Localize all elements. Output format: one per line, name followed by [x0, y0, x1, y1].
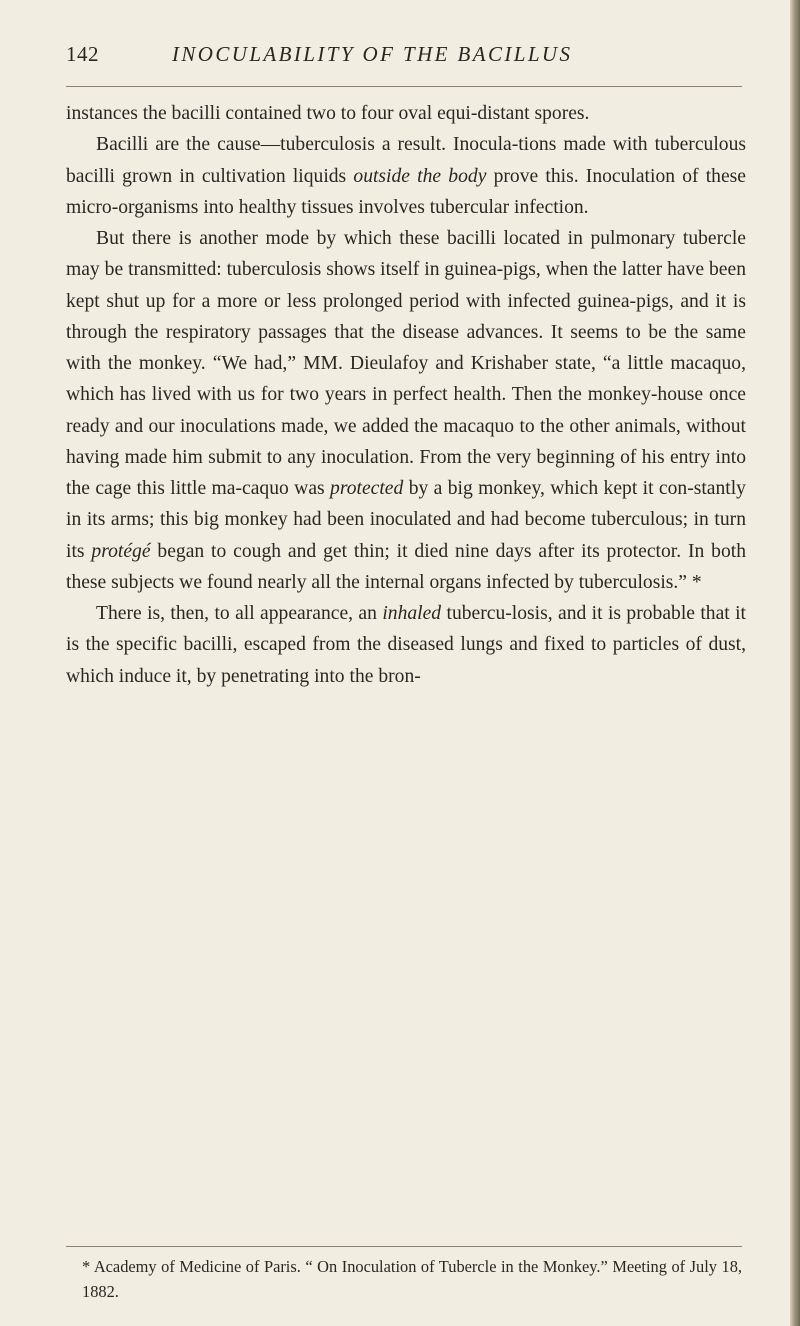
paragraph-3-emphasis-1: protected	[330, 478, 404, 499]
running-title: INOCULABILITY OF THE BACILLUS	[172, 42, 573, 66]
footnote	[66, 1254, 742, 1304]
paragraph-4-text-b: tubercu-losis, and it is probable that it is the specific bacilli, escaped from the diseased lungs and fixed to particles of dust, which induce it, by penetrating into the bron-	[66, 603, 747, 687]
paragraph-3-text-c: began to cough and get thin; it died nine days after its protector. In both these subjects we found nearly all the internal organs infected by tuberculosis.” *	[66, 540, 746, 593]
book-spine-edge	[790, 0, 800, 1326]
page-number: 142	[66, 42, 99, 66]
paragraph-2-text-a: Bacilli are the cause—tuberculosis a result. Inocula-tions made with tuberculous bacilli grown in cultivation liquids	[66, 134, 746, 187]
paragraph-1	[66, 98, 746, 129]
paragraph-3-emphasis-2: protégé	[91, 540, 151, 562]
paragraph-4-emphasis: inhaled	[382, 603, 442, 624]
paragraph-2-text-b: prove this. Inoculation of these micro-organisms into healthy tissues involves tubercular infection.	[66, 165, 746, 218]
paragraph-1-text: instances the bacilli contained two to four oval equi-distant spores.	[66, 103, 590, 124]
paragraph-3-text-b: by a big monkey, which kept it con-stantly in its arms; this big monkey had been inoculated and had become tuberculous; in turn its	[66, 478, 746, 562]
running-head	[66, 42, 746, 72]
paragraph-2	[66, 129, 746, 223]
footnote-rule	[66, 1246, 742, 1247]
paragraph-3	[66, 223, 746, 598]
header-rule	[66, 86, 742, 87]
paragraph-4-text-a: There is, then, to all appearance, an	[96, 603, 383, 624]
paragraph-3-text-a: But there is another mode by which these bacilli located in pulmonary tubercle may be transmitted: tuberculosis shows itself in guinea-pigs, when the latter have been kept shut up for a more or less prolonged period with infected guinea-pigs, and it is through the respiratory passages that the disease advances. It seems to be the same with the monkey. “We had,” MM. Dieulafoy and Krishaber state, “a little macaquo, which has lived with us for two years in perfect health. Then the monkey-house once ready and our inoculations made, we added the macaquo to the other animals, without having made him submit to any inoculation. From the very beginning of his entry into the cage this little ma-caquo was	[66, 228, 746, 499]
paragraph-4	[66, 598, 746, 692]
body-text	[66, 98, 746, 692]
paragraph-2-emphasis: outside the body	[353, 165, 487, 187]
footnote-text: * Academy of Medicine of Paris. “ On Inoculation of Tubercle in the Monkey.” Meeting of July 18, 1882.	[82, 1257, 742, 1301]
